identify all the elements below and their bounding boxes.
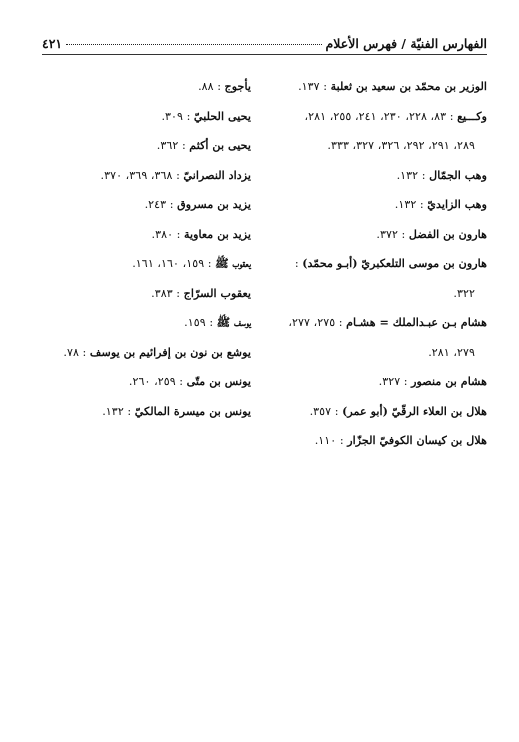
- index-entry: [36, 338, 251, 368]
- entry-name: يحيى بن أكثم: [189, 138, 251, 152]
- index-column-left: [36, 72, 251, 426]
- entry-name: وهب الزايديّ: [427, 197, 487, 211]
- index-entry: [36, 190, 251, 220]
- page-header: [42, 36, 487, 56]
- entry-pages: : ٨٣، ٢٢٨، ٢٣٠، ٢٤١، ٢٥٥، ٢٨١،: [304, 109, 458, 123]
- entry-pages: : ٣٥٧.: [309, 404, 343, 418]
- entry-pages: : ٣٠٩.: [161, 109, 194, 123]
- entry-pages: : ١٣٧.: [298, 80, 331, 93]
- entry-pages: ٢٧٩، ٢٨١.: [428, 345, 475, 359]
- index-entry: [36, 249, 251, 279]
- index-entry: [267, 220, 487, 250]
- entry-name: هشام بن منصور: [411, 374, 487, 388]
- entry-name: يونس بن متّى: [186, 374, 251, 388]
- entry-pages: : ٧٨.: [63, 345, 90, 359]
- entry-name: يحيى الحلبيّ: [193, 108, 251, 123]
- header-rule: [42, 54, 487, 55]
- index-entry: [267, 308, 487, 338]
- entry-name: يزيد بن مسروق: [177, 197, 251, 211]
- index-entry: [36, 102, 251, 132]
- entry-name: هارون بن موسى التلعكبريّ (أبـو محمّد): [302, 256, 487, 270]
- index-entry: [36, 72, 251, 102]
- entry-name: يزداد النصرانيّ: [183, 167, 251, 182]
- index-column-right: [267, 72, 487, 456]
- index-entry: [36, 131, 251, 161]
- entry-pages: : ٨٨.: [198, 80, 225, 93]
- index-entry-continuation: [267, 338, 487, 368]
- entry-pages: : ٣٢٧.: [378, 375, 412, 388]
- entry-name: هلال بن العلاء الرقّيّ (أبو عمر): [342, 403, 487, 418]
- entry-pages: : ٣٨٣.: [151, 286, 184, 300]
- entry-pages: : ٣٧٢.: [376, 227, 409, 241]
- index-entry: [36, 279, 251, 309]
- entry-pages: ٣٢٢.: [453, 286, 475, 300]
- entry-pages: : ٣٦٨، ٣٦٩، ٣٧٠.: [100, 168, 184, 182]
- index-entry: [267, 249, 487, 279]
- entry-pages: :: [294, 257, 303, 270]
- index-entry: [267, 426, 487, 456]
- entry-pages: : ١٥٩، ١٦٠، ١٦١.: [132, 257, 216, 270]
- entry-pages: ٢٨٩، ٢٩١، ٢٩٢، ٣٢٦، ٣٢٧، ٣٣٣.: [327, 139, 475, 152]
- entry-name: هلال بن كيسان الكوفيّ الجزّار: [347, 433, 487, 447]
- index-entry-continuation: [267, 131, 487, 161]
- entry-name: يأجوج: [224, 79, 251, 93]
- index-entry: [36, 367, 251, 397]
- entry-pages: : ٣٦٢.: [156, 139, 190, 152]
- entry-pages: : ٢٤٣.: [144, 198, 178, 211]
- index-entry: [36, 161, 251, 191]
- entry-name: وكـــيع: [457, 108, 487, 123]
- entry-pages: : ١١٠.: [314, 434, 348, 447]
- index-entry: [36, 397, 251, 427]
- index-entry: [267, 367, 487, 397]
- entry-pages: : ١٣٢.: [396, 168, 430, 182]
- index-entry: [267, 161, 487, 191]
- index-entry: [267, 102, 487, 132]
- dot-leader: [66, 44, 321, 45]
- entry-name: هشام بـن عبـدالملك = هشـام: [346, 315, 487, 329]
- running-title: الفهارس الفنيّة / فهرس الأعلام: [325, 36, 487, 51]
- index-entry: [267, 397, 487, 427]
- entry-pages: : ٢٥٩، ٢٦٠.: [128, 375, 187, 388]
- entry-pages: : ٣٨٠.: [151, 227, 184, 241]
- entry-name: هارون بن الفضل: [408, 226, 487, 241]
- entry-pages: : ١٥٩.: [184, 316, 217, 329]
- index-entry: [267, 72, 487, 102]
- entry-pages: : ٢٧٥، ٢٧٧،: [288, 316, 347, 329]
- index-entry: [267, 190, 487, 220]
- entry-name: يعقوب ﷺ: [215, 256, 251, 270]
- entry-pages: : ١٣٢.: [102, 404, 135, 418]
- index-entry-continuation: [267, 279, 487, 309]
- entry-name: الوزير بن محمّد بن سعيد بن ثعلبة: [330, 79, 487, 93]
- entry-name: يوسف ﷺ: [216, 315, 251, 329]
- index-entry: [36, 220, 251, 250]
- entry-name: يوشع بن نون بن إفرائيم بن يوسف: [89, 344, 251, 359]
- page-number: ٤٢١: [42, 36, 63, 51]
- entry-name: وهب الجمّال: [429, 167, 487, 182]
- entry-name: يونس بن ميسرة المالكيّ: [134, 403, 251, 418]
- entry-pages: : ١٣٢.: [394, 198, 428, 211]
- entry-name: يعقوب السرّاج: [183, 285, 251, 300]
- index-entry: [36, 308, 251, 338]
- entry-name: يزيد بن معاوية: [183, 226, 251, 241]
